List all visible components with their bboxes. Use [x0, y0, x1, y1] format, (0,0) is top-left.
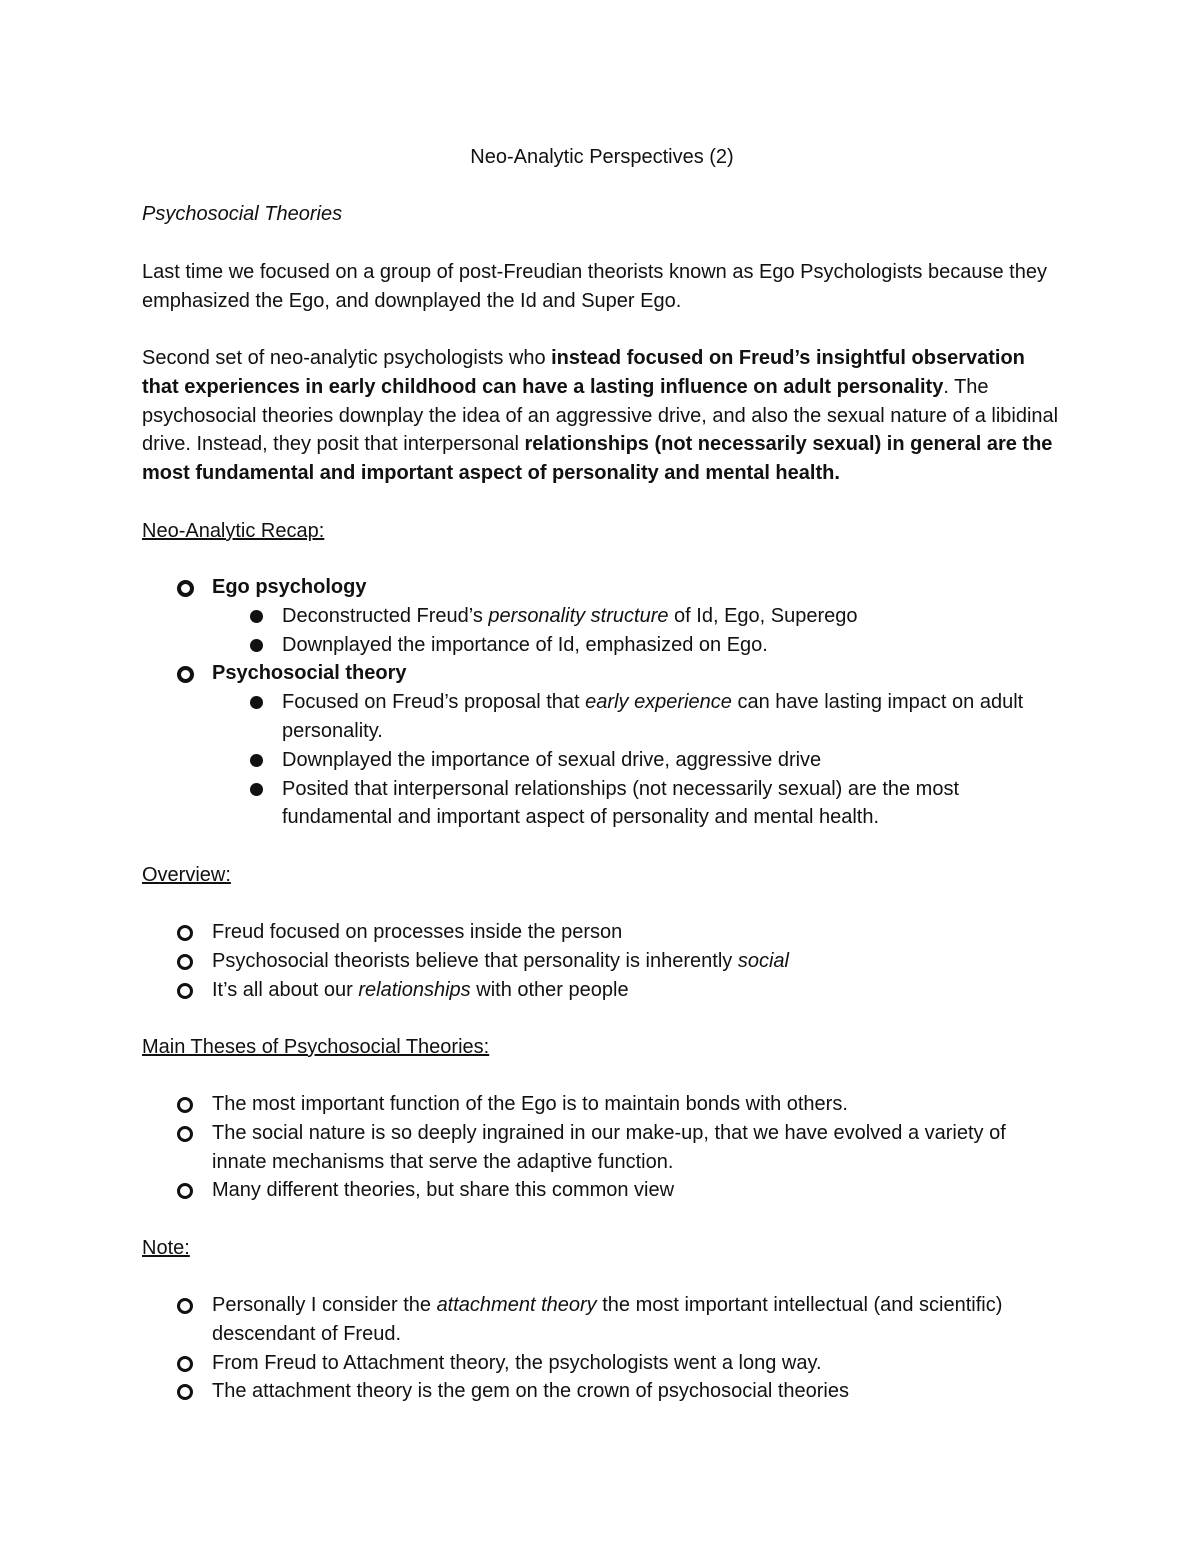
note-item2-text: From Freud to Attachment theory, the psychologists went a long way.: [212, 1351, 822, 1374]
list-item: [142, 602, 1062, 631]
note-list: [142, 1291, 1062, 1406]
para2-text-1: Second set of neo-analytic psychologists who: [142, 347, 552, 369]
list-item: [142, 1176, 1062, 1205]
overview-item2-text: Psychosocial theorists believe that personality is inherently: [212, 949, 738, 972]
note-item1-text: Personally I consider the: [212, 1294, 437, 1316]
theses-heading: Main Theses of Psychosocial Theories:: [142, 1036, 490, 1058]
note-item3-text: The attachment theory is the gem on the crown of psychosocial theories: [212, 1380, 850, 1403]
list-item: [142, 1291, 1062, 1349]
overview-item3-text-end: with other people: [470, 978, 629, 1001]
recap-ego-item1-italic: personality structure: [488, 604, 669, 627]
list-item: [142, 1349, 1062, 1378]
hollow-circle-bullet-icon: [177, 1183, 193, 1199]
list-item: [142, 976, 1062, 1005]
filled-dot-bullet-icon: [250, 754, 263, 767]
para2-text-2: . The psychosocial theories downplay the idea of an aggressive drive, and also the sexual nature of a libidinal drive. Instead, they posit that interpersonal: [142, 375, 1059, 456]
list-item: [142, 746, 1062, 775]
para2-bold-2: relationships (not necessarily sexual) in general are the most fundamental and important aspect of personality and mental health.: [142, 433, 1053, 485]
theses-item2-text: The social nature is so deeply ingrained in our make-up, that we have evolved a variety of innate mechanisms that serve the adaptive function.: [212, 1121, 1006, 1173]
recap-list: [142, 573, 1062, 832]
list-item: [142, 775, 1062, 833]
recap-ego-item2-text: Downplayed the importance of Id, emphasized on Ego.: [282, 633, 768, 656]
section-subtitle: Psychosocial Theories: [142, 203, 343, 225]
list-item: [142, 1090, 1062, 1119]
note-item1-italic: attachment theory: [436, 1294, 597, 1316]
list-item: [142, 1119, 1062, 1177]
filled-dot-bullet-icon: [250, 783, 263, 796]
hollow-circle-bullet-icon: [177, 983, 193, 999]
recap-psycho-item2-text: Downplayed the importance of sexual drive, aggressive drive: [282, 748, 822, 771]
para2-bold-1: instead focused on Freud’s insightful observation that experiences in early childhood can have a lasting influence on adult personality: [142, 347, 1025, 398]
hollow-circle-bullet-icon: [177, 954, 193, 970]
note-heading: Note:: [142, 1237, 190, 1259]
hollow-circle-bullet-icon: [177, 1097, 193, 1113]
hollow-circle-bullet-icon: [177, 1384, 193, 1400]
recap-psycho-item3-text: Posited that interpersonal relationships (not necessarily sexual) are the most fundamental and important aspect of personality and mental health.: [282, 777, 960, 829]
recap-psycho-item1-italic: early experience: [585, 691, 732, 714]
overview-item3-italic: relationships: [358, 978, 471, 1001]
overview-heading: Overview:: [142, 864, 231, 886]
overview-item3-text: It’s all about our: [212, 978, 359, 1001]
theses-item1-text: The most important function of the Ego is to maintain bonds with others.: [212, 1093, 848, 1115]
hollow-circle-bullet-icon: [177, 925, 193, 941]
hollow-circle-bullet-icon: [177, 1298, 193, 1314]
hollow-circle-bullet-icon: [177, 580, 194, 597]
recap-ego-item1-text-end: of Id, Ego, Superego: [668, 604, 858, 627]
recap-psycho-item1-text-end: can have lasting impact on adult personality.: [282, 691, 1024, 742]
hollow-circle-bullet-icon: [177, 1356, 193, 1372]
theses-list: [142, 1090, 1062, 1205]
second-paragraph: [142, 344, 1062, 488]
list-item: [142, 918, 1062, 947]
recap-psycho-item1-text: Focused on Freud’s proposal that: [282, 691, 586, 714]
hollow-circle-bullet-icon: [177, 1126, 193, 1142]
list-item: [142, 947, 1062, 976]
hollow-circle-bullet-icon: [177, 666, 194, 683]
filled-dot-bullet-icon: [250, 639, 263, 652]
theses-item3-text: Many different theories, but share this common view: [212, 1179, 675, 1202]
recap-ego-item1-text: Deconstructed Freud’s: [282, 604, 489, 627]
list-item: [142, 659, 1062, 688]
overview-list: [142, 918, 1062, 1004]
overview-item2-italic: social: [737, 949, 789, 972]
intro-paragraph: Last time we focused on a group of post-Freudian theorists known as Ego Psychologists because they emphasized the Ego, and downplayed the Id and Super Ego.: [142, 261, 1047, 312]
recap-heading: Neo-Analytic Recap:: [142, 520, 325, 542]
list-item: [142, 1377, 1062, 1406]
note-item1-text-end: the most important intellectual (and scientific) descendant of Freud.: [212, 1294, 1003, 1345]
list-item: [142, 688, 1062, 746]
list-item: [142, 631, 1062, 660]
filled-dot-bullet-icon: [250, 696, 263, 709]
filled-dot-bullet-icon: [250, 610, 263, 623]
recap-ego-label: Ego psychology: [212, 576, 367, 598]
overview-item1-text: Freud focused on processes inside the person: [212, 921, 623, 943]
recap-psycho-label: Psychosocial theory: [212, 662, 407, 685]
page-title: Neo-Analytic Perspectives (2): [470, 146, 734, 168]
list-item: [142, 573, 1062, 602]
